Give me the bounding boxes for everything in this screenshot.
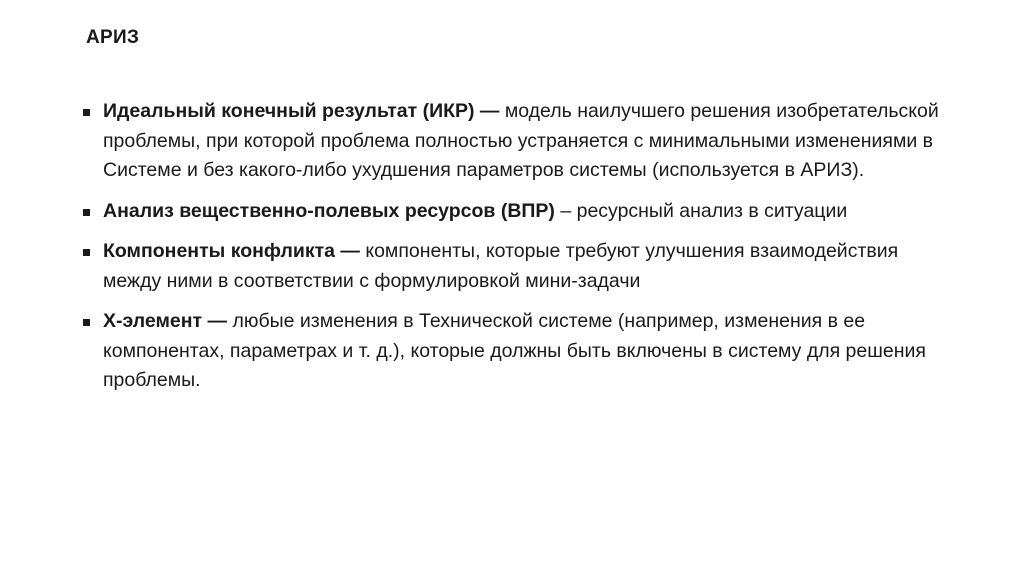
definition-vpr: – ресурсный анализ в ситуации xyxy=(554,199,848,222)
bullet-item-vpr xyxy=(83,197,943,227)
term-conflict-components: Компоненты конфликта — xyxy=(103,240,360,262)
definition-x-element: любые изменения в Технической системе (например, изменения в ее компонентах, параметрах и т. д.), которые должны быть включены в систему для решения проблемы. xyxy=(103,310,926,391)
square-bullet-icon xyxy=(83,319,90,326)
bullet-item-x-element xyxy=(83,307,943,396)
bullet-item-conflict-components xyxy=(83,237,943,296)
square-bullet-icon xyxy=(83,209,90,216)
definition-conflict-components: компоненты, которые требуют улучшения взаимодействия между ними в соответствии с формулировкой мини-задачи xyxy=(103,240,899,292)
definition-ikr: модель наилучшего решения изобретательской проблемы, при которой проблема полностью устраняется с минимальными изменениями в Системе и без какого-либо ухудшения параметров системы (используется в АРИЗ). xyxy=(103,100,939,181)
slide-title: АРИЗ xyxy=(86,27,140,48)
square-bullet-icon xyxy=(83,109,90,116)
square-bullet-icon xyxy=(83,249,90,256)
term-ikr: Идеальный конечный результат (ИКР) — xyxy=(103,100,500,122)
bullet-list xyxy=(83,97,943,407)
term-x-element: Х-элемент — xyxy=(103,310,228,332)
bullet-item-ikr xyxy=(83,97,943,186)
term-vpr: Анализ вещественно-полевых ресурсов (ВПР) xyxy=(103,199,555,222)
